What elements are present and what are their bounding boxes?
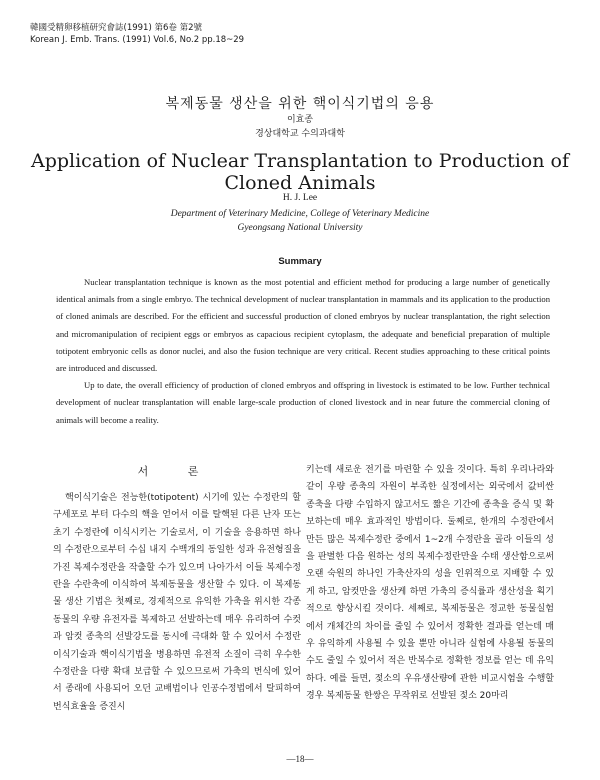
journal-header-korean: 韓國受精卵移植研究會誌(1991) 第6卷 第2號 (30, 23, 202, 33)
journal-header (30, 22, 244, 46)
english-title: Application of Nuclear Transplantation to Production of Cloned Animals (30, 150, 569, 194)
abstract-paragraph-1: Nuclear transplantation technique is known as the most potential and efficient method for producing a large number of genetically identical animals from a single embryo. The technical development of nuclear transplantation in mammals and its application to the production of cloned animals are described. For the efficient and successful production of cloned embryos by nuclear transplantation, the right selection and micromanipulation of recipient eggs or embryos as capacious recipient cytoplasm, the adequate and beneficial preparation of multiple totipotent embryonic cells as donor nuclei, and also the fusion technique are very critical. Recent studies approaching to these critical points are introduced and discussed. (56, 277, 550, 374)
korean-author: 이효종 (286, 115, 314, 125)
journal-header-english: Korean J. Emb. Trans. (1991) Vol.6, No.2 pp.18~29 (30, 35, 245, 45)
english-affiliation-university: Gyeongsang National University (237, 223, 363, 233)
body-column-left (53, 462, 301, 716)
korean-affiliation: 경상대학교 수의과대학 (255, 129, 345, 139)
english-affiliation-department: Department of Veterinary Medicine, College of Veterinary Medicine (170, 209, 430, 219)
body-text-right: 키는데 새로운 전기를 마련할 수 있을 것이다. 특히 우리나라와 같이 우량 종축의 자원이 부족한 실정에서는 외국에서 값비싼 종축을 다량 수입하지 않고서도 짧은 기간에 종축을 증식 및 확보하는데 매우 효과적인 방법이다. 둘째로, 한개의 수정란에서 만든 많은 복제수정란 중에서 1~2개 수정란을 골라 이들의 성을 판별한 다음 원하는 성의 복제수정란만을 수태 생산함으로써 오랜 숙원의 하나인 가축산자의 성을 인위적으로 지배할 수 있게 하고, 암컷만을 생산케 하면 가축의 증식률과 생산성을 획기적으로 향상시킬 것이다. 세째로, 복제동물은 정교한 동물실험에서 개체간의 차이를 줄일 수 있어서 정확한 결과를 얻는데 매우 유익하게 사용될 수 있을 뿐만 아니라 실험에 사용될 동물의 수도 줄일 수 있어서 적은 반복수로 정확한 정보를 얻는 데 유익하다. 예를 들면, 젖소의 우유생산량에 관한 비교시험을 수행할 경우 복제동물 한쌍은 무작위로 선발된 젖소 20마리 (306, 465, 554, 702)
page-number: —18— (286, 754, 314, 764)
korean-title: 복제동물 생산을 위한 핵이식기법의 응용 (165, 96, 435, 112)
abstract-paragraph-2: Up to date, the overall efficiency of production of cloned embryos and offspring in livestock is estimated to be low. Further technical development of nuclear transplantation will enable large-scale production of cloned livestock and in near future the commercial cloning of animals will become a reality. (56, 380, 550, 425)
section-heading-introduction: 서 론 (137, 465, 217, 478)
abstract (56, 274, 550, 429)
body-text-left: 핵이식기술은 전능한(totipotent) 시기에 있는 수정란의 할구세포로 부터 다수의 핵을 얻어서 이를 탈핵된 다른 난자 또는 초기 수정란에 이식시키는 기술로서, 이 기술을 응용하면 하나의 수정란으로부터 수십 내지 수백개의 동일한 성과 유전형질을 가진 복제수정란을 작출할 수가 있으며 나아가서 이들 복제수정란을 수란축에 이식하여 복제동물을 생산할 수 있다. 이 복제동물 생산 기법은 첫째로, 경제적으로 유익한 가축을 위시한 각종 동물의 우량 유전자를 복제하고 선발하는데 매우 유리하여 수컷과 암컷 종축의 선발강도를 동시에 극대화 할 수 있어서 수정란 이식기술과 핵이식기법을 병용하면 유전적 소질이 극히 우수한 수정란을 다량 확대 보급할 수 있으므로써 가축의 번식에 있어서 종래에 사용되어 오던 교배법이나 인공수정법에서 탈피하여 번식효율을 증진시 (53, 493, 301, 712)
body-column-right (306, 462, 554, 706)
english-author: H. J. Lee (282, 193, 318, 203)
english-affiliation (0, 207, 600, 235)
summary-heading: Summary (278, 256, 322, 267)
